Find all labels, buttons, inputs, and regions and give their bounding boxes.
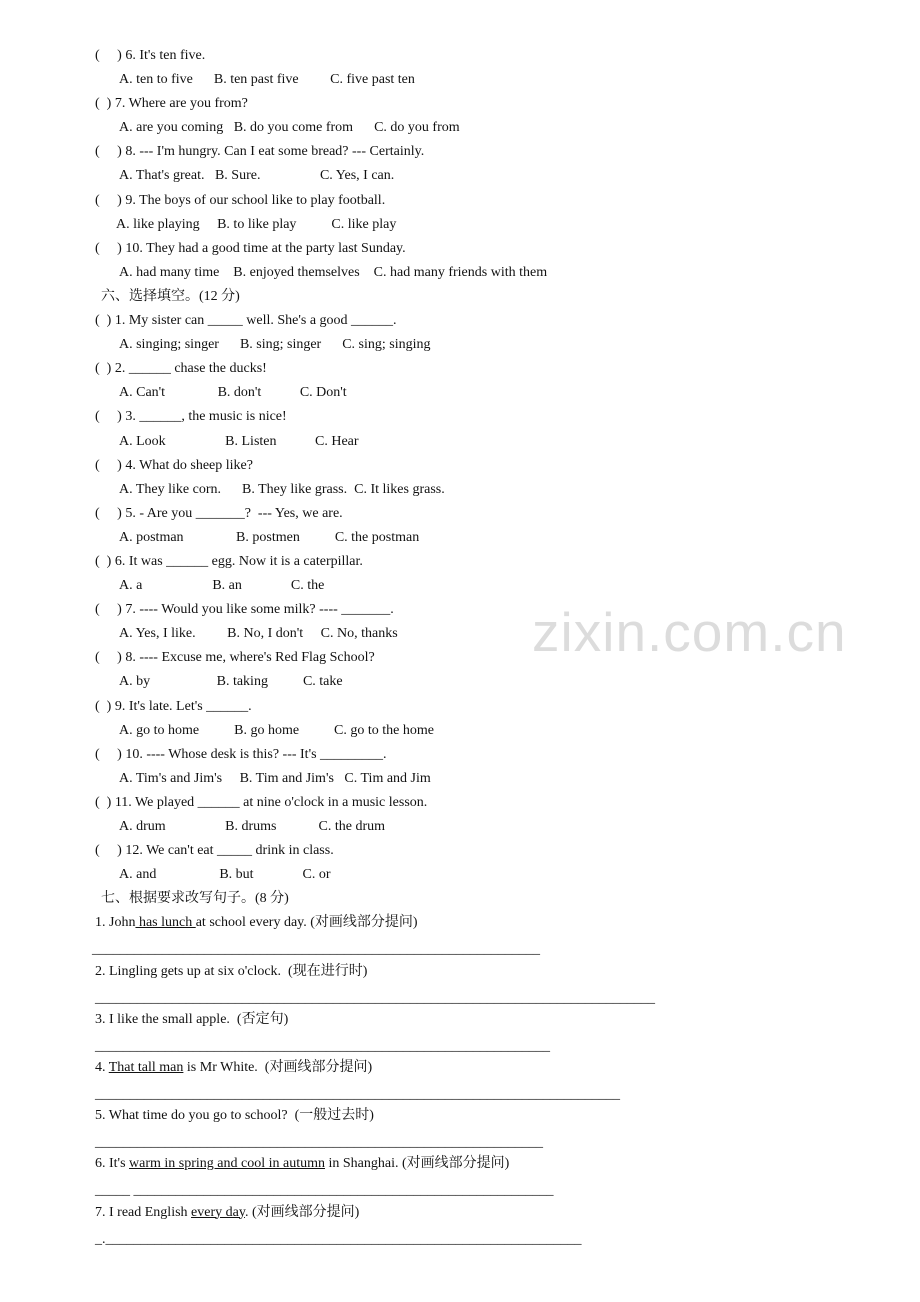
options-line: A. had many time B. enjoyed themselves C. had many friends with them — [119, 264, 548, 280]
question-text: . (对画线部分提问) — [244, 1204, 360, 1220]
question-text: 4. — [95, 1059, 109, 1075]
rewrite-question — [95, 1201, 895, 1225]
answer-line: ___________________________________________________________________________ — [95, 1087, 620, 1103]
options-line: A. ten to five B. ten past five C. five past ten — [119, 72, 415, 88]
underlined-phrase: has lunch — [135, 915, 196, 931]
question-text: 6. It's — [95, 1156, 130, 1172]
question-text: 7. I read English — [95, 1204, 192, 1220]
question-text: in Shanghai. (对画线部分提问) — [325, 1156, 510, 1172]
options-line: A. They like corn. B. They like grass. C. It likes grass. — [119, 481, 445, 497]
question-line: ( ) 2. ______ chase the ducks! — [95, 361, 267, 377]
answer-blank[interactable] — [92, 935, 895, 959]
options-line: A. a B. an C. the — [119, 578, 325, 594]
question-text: 3. I like the small apple. (否定句) — [95, 1011, 289, 1027]
answer-blank[interactable] — [95, 984, 895, 1008]
question-line: ( ) 7. Where are you from? — [95, 96, 248, 112]
answer-blank[interactable] — [95, 1176, 895, 1200]
question-line: ( ) 7. ---- Would you like some milk? ---- _______. — [95, 602, 394, 618]
answer-line: _________________________________________________________________ — [95, 1038, 550, 1054]
underlined-phrase: warm in spring and cool in autumn — [129, 1156, 325, 1172]
question-line: ( ) 12. We can't eat _____ drink in class. — [95, 843, 334, 859]
answer-line: _.____________________________________________________________________ — [95, 1231, 582, 1247]
question-text: 5. What time do you go to school? (一般过去时) — [95, 1108, 374, 1124]
question-list — [95, 44, 895, 911]
question-line: ( ) 3. ______, the music is nice! — [95, 409, 287, 425]
question-text: 2. Lingling gets up at six o'clock. (现在进行时) — [95, 963, 368, 979]
options-line: A. are you coming B. do you come from C. do you from — [119, 120, 460, 136]
options-line: A. drum B. drums C. the drum — [119, 819, 385, 834]
question-line: ( ) 11. We played ______ at nine o'clock in a music lesson. — [95, 794, 428, 810]
question-line: ( ) 9. It's late. Let's ______. — [95, 698, 252, 714]
answer-blank[interactable] — [95, 1080, 895, 1104]
question-text: 1. John — [95, 915, 136, 931]
worksheet — [92, 44, 895, 1249]
rewrite-question — [95, 960, 895, 984]
question-line: ( ) 4. What do sheep like? — [95, 457, 253, 473]
answer-blank[interactable] — [95, 1128, 895, 1152]
underlined-phrase: That tall man — [108, 1059, 184, 1075]
answer-line: ________________________________________________________________ — [95, 1135, 543, 1151]
question-line: ( ) 10. ---- Whose desk is this? --- It's _________. — [95, 746, 387, 762]
watermark: zixin.com.cn — [532, 601, 847, 663]
options-line: A. Yes, I like. B. No, I don't C. No, thanks — [119, 626, 398, 642]
options-line: A. postman B. postmen C. the postman — [119, 529, 420, 545]
rewrite-question — [95, 1056, 895, 1080]
question-line: ( ) 5. - Are you _______? --- Yes, we are. — [95, 505, 343, 521]
options-line: A. go to home B. go home C. go to the home — [119, 722, 434, 738]
options-line: A. by B. taking C. take — [119, 674, 343, 690]
underlined-phrase: every day — [191, 1204, 245, 1220]
rewrite-question — [95, 1008, 895, 1032]
question-line: ( ) 10. They had a good time at the party last Sunday. — [95, 240, 406, 256]
question-line: ( ) 8. ---- Excuse me, where's Red Flag School? — [95, 650, 375, 666]
question-line: ( ) 8. --- I'm hungry. Can I eat some bread? --- Certainly. — [95, 144, 425, 160]
options-line: A. That's great. B. Sure. C. Yes, I can. — [119, 168, 395, 184]
question-line: ( ) 6. It's ten five. — [95, 48, 206, 63]
answer-line: ________________________________________________________________________________ — [95, 990, 655, 1006]
rewrite-question — [95, 911, 895, 935]
answer-blank[interactable] — [95, 1225, 895, 1249]
options-line: A. Look B. Listen C. Hear — [119, 433, 359, 449]
options-line: A. and B. but C. or — [119, 867, 331, 883]
rewrite-section — [92, 911, 895, 1248]
question-text: is Mr White. (对画线部分提问) — [183, 1059, 373, 1075]
rewrite-question — [95, 1104, 895, 1128]
answer-blank[interactable] — [95, 1032, 895, 1056]
section-heading: 七、根据要求改写句子。(8 分) — [101, 891, 289, 907]
options-line: A. Can't B. don't C. Don't — [119, 385, 347, 401]
options-line: A. like playing B. to like play C. like play — [116, 216, 397, 232]
options-line: A. Tim's and Jim's B. Tim and Jim's C. Tim and Jim — [119, 770, 431, 786]
answer-line: ________________________________________________________________ — [92, 942, 540, 958]
answer-line: _____ ____________________________________________________________ — [95, 1183, 554, 1199]
question-line: ( ) 1. My sister can _____ well. She's a good ______. — [95, 313, 397, 329]
section-heading: 六、选择填空。(12 分) — [101, 288, 240, 304]
question-line: ( ) 6. It was ______ egg. Now it is a caterpillar. — [95, 553, 363, 569]
rewrite-question — [95, 1152, 895, 1176]
question-line: ( ) 9. The boys of our school like to play football. — [95, 192, 386, 208]
options-line: A. singing; singer B. sing; singer C. sing; singing — [119, 337, 431, 353]
question-text: at school every day. (对画线部分提问) — [195, 915, 418, 931]
